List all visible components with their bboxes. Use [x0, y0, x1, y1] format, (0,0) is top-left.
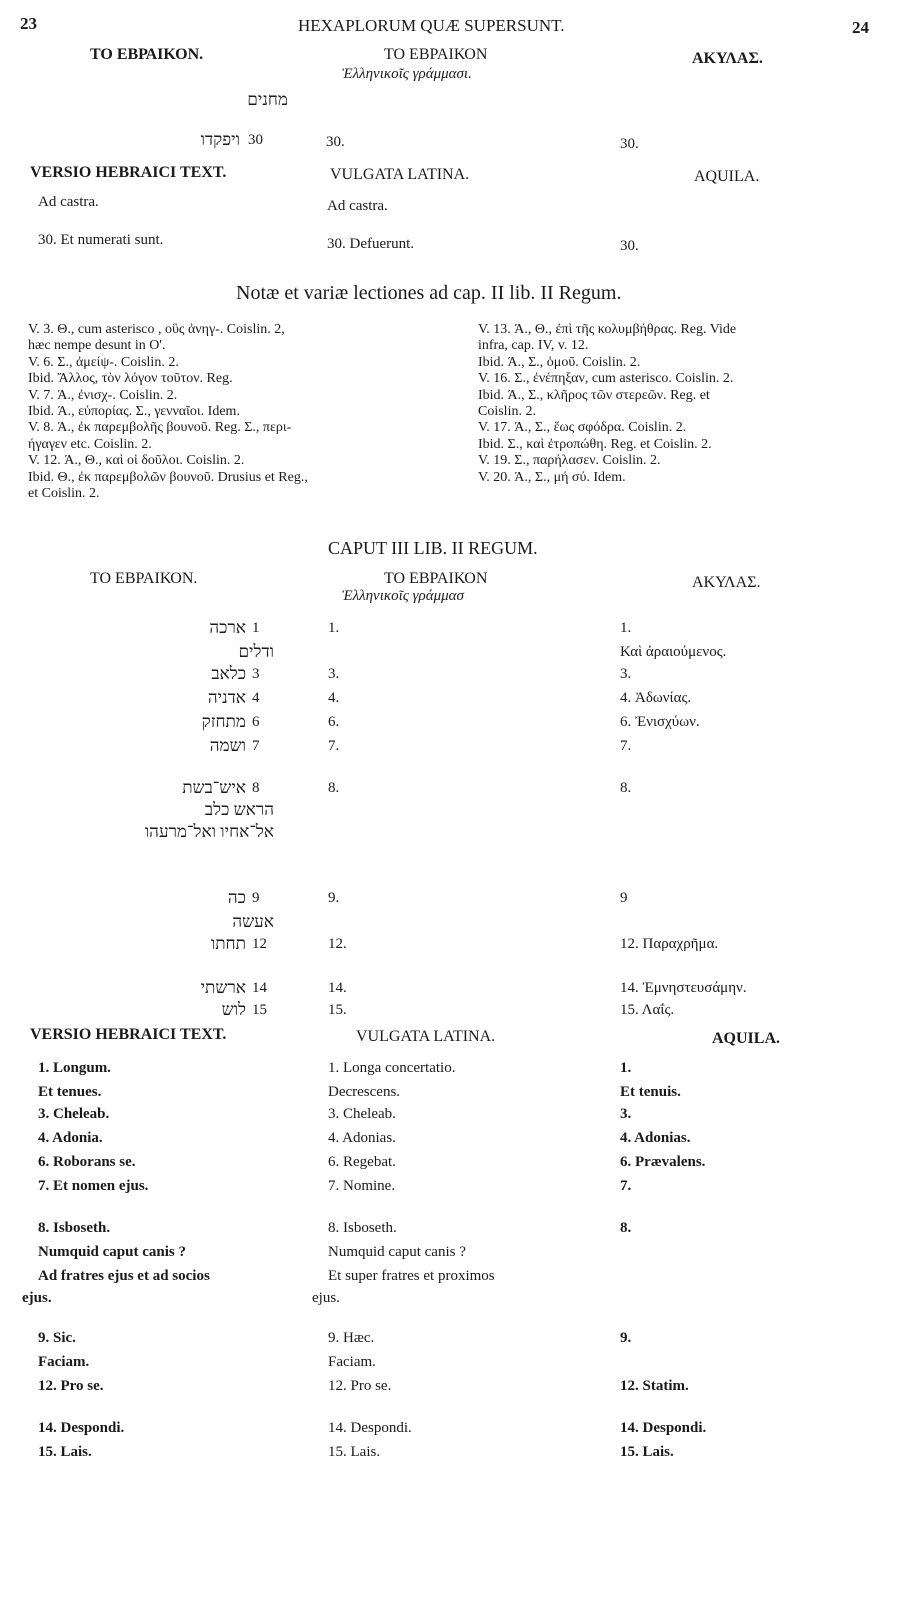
col-header-aquila-latin: AQUILA. — [694, 168, 760, 185]
note-line: V. 16. Σ., ἐνέπηξαν, cum asterisco. Coislin. 2. — [478, 371, 734, 387]
note-line: ήγαγεν etc. Coislin. 2. — [28, 436, 152, 452]
translit-entry: 12. — [328, 936, 347, 952]
col-header-aquila: ΑΚΥΛΑΣ. — [692, 574, 761, 591]
note-line: Coislin. 2. — [478, 404, 536, 420]
col-header-aquila-latin: AQUILA. — [712, 1030, 781, 1047]
vulgata-entry: 14. Despondi. — [328, 1420, 412, 1436]
note-line: V. 6. Σ., ἀμείψ-. Coislin. 2. — [28, 354, 179, 370]
note-line: hæc nempe desunt in O'. — [28, 338, 166, 354]
note-line: Ibid. Ἄλλος, τὸν λόγον τοῦτον. Reg. — [28, 371, 233, 387]
col-header-translit: ΤΟ ΕΒΡΑΙΚΟΝ — [384, 570, 488, 587]
note-line: infra, cap. IV, v. 12. — [478, 338, 589, 354]
hebrew-word: הראש כלב — [204, 800, 274, 819]
aquila-entry: 6. Ἐνισχύων. — [620, 714, 700, 730]
note-line: V. 19. Σ., παρήλασεν. Coislin. 2. — [478, 453, 661, 469]
vulgata-entry: 4. Adonias. — [328, 1130, 396, 1146]
aquila-entry: 4. Ἀδωνίας. — [620, 690, 692, 706]
aquila-entry: 3. — [620, 666, 632, 682]
vulgata-entry: ejus. — [312, 1290, 340, 1306]
versio-entry: Ad fratres ejus et ad socios — [38, 1268, 210, 1284]
notes-right-column — [478, 322, 893, 486]
note-line: et Coislin. 2. — [28, 486, 100, 502]
note-line: Ibid. Ά., Σ., ὁμοῦ. Coislin. 2. — [478, 354, 641, 370]
notes-title: Notæ et variæ lectiones ad cap. II lib. II Regum. — [236, 282, 622, 304]
hebrew-word: אדניה — [207, 688, 246, 707]
aquila-latin-entry: 14. Despondi. — [620, 1420, 707, 1436]
note-line: V. 3. Θ., cum asterisco , οὓς ἀνηγ-. Coislin. 2, — [28, 322, 285, 337]
hebrew-word: אעשה — [232, 912, 274, 931]
verse-number: 15 — [252, 1002, 267, 1018]
hebrew-word: ודלים — [238, 642, 274, 661]
vulgata-entry: Et super fratres et proximos — [328, 1268, 495, 1284]
hebrew-word: מתחזק — [201, 712, 246, 731]
note-line: Ibid. Ά., Σ., κλῆρος τῶν στερεῶν. Reg. et — [478, 387, 710, 403]
vulgata-entry: Numquid caput canis ? — [328, 1244, 466, 1260]
chapter-title: CAPUT III LIB. II REGUM. — [328, 538, 538, 558]
hebrew-word: לוש — [221, 1000, 246, 1019]
note-line: V. 13. Ά., Θ., ἐπὶ τῆς κολυμβήθρας. Reg. Vide — [478, 322, 737, 337]
note-line: V. 7. Ά., ἐνισχ-. Coislin. 2. — [28, 387, 178, 403]
versio-entry: 12. Pro se. — [38, 1378, 104, 1394]
hebrew-word: ויפקדו — [200, 130, 240, 149]
vulgata-entry: 12. Pro se. — [328, 1378, 392, 1394]
col-header-versio: VERSIO HEBRAICI TEXT. — [30, 1026, 227, 1043]
note-line: V. 20. Ά., Σ., μή σύ. Idem. — [478, 469, 626, 485]
vulgata-entry: Decrescens. — [328, 1084, 401, 1100]
aquila-entry: 12. Παραχρῆμα. — [620, 936, 719, 952]
vulgata-entry: 1. Longa concertatio. — [328, 1060, 456, 1076]
aquila-latin-entry: 6. Prævalens. — [620, 1154, 706, 1170]
versio-entry: 8. Isboseth. — [38, 1220, 111, 1236]
hebrew-word: מחנים — [247, 90, 288, 109]
translit-entry: 3. — [328, 666, 340, 682]
aquila-entry: 8. — [620, 780, 632, 796]
latin-text: Ad castra. — [327, 198, 388, 214]
col-header-translit: ΤΟ ΕΒΡΑΙΚΟΝ — [384, 46, 488, 63]
col-header-aquila: ΑΚΥΛΑΣ. — [692, 50, 763, 67]
verse-number: 30. — [620, 136, 639, 152]
col-header-hebrew: ΤΟ ΕΒΡΑΙΚΟΝ. — [90, 570, 198, 587]
running-title: HEXAPLORUM QUÆ SUPERSUNT. — [298, 16, 565, 35]
col-header-versio: VERSIO HEBRAICI TEXT. — [30, 164, 227, 181]
vulgata-entry: Faciam. — [328, 1354, 376, 1370]
hebrew-word: כלאב — [211, 664, 246, 683]
verse-number: 14 — [252, 980, 267, 996]
col-header-vulgata: VULGATA LATINA. — [330, 166, 470, 183]
page-number-right: 24 — [852, 18, 869, 37]
note-line: V. 12. Ά., Θ., καὶ οἱ δοῦλοι. Coislin. 2. — [28, 453, 245, 469]
versio-entry: 4. Adonia. — [38, 1130, 103, 1146]
versio-entry: 14. Despondi. — [38, 1420, 125, 1436]
notes-left-column — [28, 322, 448, 502]
vulgata-entry: 6. Regebat. — [328, 1154, 396, 1170]
latin-text: 30. Et numerati sunt. — [38, 232, 164, 248]
vulgata-entry: 15. Lais. — [328, 1444, 381, 1460]
versio-entry: ejus. — [22, 1290, 52, 1306]
translit-entry: 4. — [328, 690, 340, 706]
versio-entry: 15. Lais. — [38, 1444, 92, 1460]
note-line: V. 17. Ά., Σ., ἕως σφόδρα. Coislin. 2. — [478, 420, 687, 436]
verse-number: 8 — [252, 780, 260, 796]
versio-entry: Faciam. — [38, 1354, 90, 1370]
aquila-entry: 14. Ἐμνηστευσάμην. — [620, 980, 747, 996]
vulgata-entry: 3. Cheleab. — [328, 1106, 396, 1122]
aquila-latin-entry: 15. Lais. — [620, 1444, 674, 1460]
aquila-entry: Καὶ ἀραιούμενος. — [620, 644, 727, 660]
verse-number: 12 — [252, 936, 267, 952]
hebrew-word: אל־אחיו ואל־מרעהו — [144, 822, 274, 841]
vulgata-entry: 9. Hæc. — [328, 1330, 375, 1346]
col-header-vulgata: VULGATA LATINA. — [356, 1028, 496, 1045]
verse-number: 4 — [252, 690, 260, 706]
aquila-latin-entry: 9. — [620, 1330, 632, 1346]
verse-number: 30 — [248, 132, 263, 148]
aquila-latin-entry: 12. Statim. — [620, 1378, 689, 1394]
hebrew-word: ארשתי — [200, 978, 246, 997]
translit-entry: 7. — [328, 738, 340, 754]
aquila-latin-entry: 1. — [620, 1060, 632, 1076]
translit-entry: 14. — [328, 980, 347, 996]
col-header-translit-sub: Ἑλληνικοῖς γράμμασ — [342, 588, 464, 604]
versio-entry: 3. Cheleab. — [38, 1106, 110, 1122]
hebrew-word: איש־בשת — [182, 778, 246, 797]
latin-text: Ad castra. — [38, 194, 99, 210]
verse-number: 9 — [252, 890, 260, 906]
page-number-left: 23 — [20, 14, 37, 33]
col-header-translit-sub: Ἑλληνικοῖς γράμμασι. — [342, 66, 472, 82]
col-header-hebrew: ΤΟ ΕΒΡΑΙΚΟΝ. — [90, 46, 204, 63]
hebrew-word: תחתו — [210, 934, 246, 953]
aquila-entry: 7. — [620, 738, 632, 754]
verse-number: 3 — [252, 666, 260, 682]
versio-entry: Numquid caput canis ? — [38, 1244, 186, 1260]
versio-entry: 1. Longum. — [38, 1060, 111, 1076]
translit-entry: 9. — [328, 890, 340, 906]
aquila-latin-entry: 7. — [620, 1178, 632, 1194]
aquila-latin-entry: Et tenuis. — [620, 1084, 681, 1100]
translit-entry: 1. — [328, 620, 340, 636]
verse-number: 7 — [252, 738, 260, 754]
verse-number: 30. — [326, 134, 345, 150]
hebrew-word: כה — [227, 888, 246, 907]
latin-text: 30. Defuerunt. — [327, 236, 415, 252]
aquila-entry: 1. — [620, 620, 632, 636]
aquila-entry: 9 — [620, 890, 628, 906]
versio-entry: 6. Roborans se. — [38, 1154, 136, 1170]
vulgata-entry: 7. Nomine. — [328, 1178, 396, 1194]
latin-text: 30. — [620, 238, 639, 254]
verse-number: 1 — [252, 620, 260, 636]
hebrew-word: ושמה — [209, 736, 246, 755]
versio-entry: 9. Sic. — [38, 1330, 76, 1346]
versio-entry: Et tenues. — [38, 1084, 102, 1100]
note-line: V. 8. Ά., ἐκ παρεμβολῆς βουνοῦ. Reg. Σ., περι- — [28, 420, 292, 436]
vulgata-entry: 8. Isboseth. — [328, 1220, 397, 1236]
note-line: Ibid. Ά., εὐπορίας. Σ., γενναῖοι. Idem. — [28, 404, 240, 420]
verse-number: 6 — [252, 714, 260, 730]
note-line: Ibid. Θ., ἐκ παρεμβολῶν βουνοῦ. Drusius et Reg., — [28, 469, 308, 485]
aquila-latin-entry: 8. — [620, 1220, 632, 1236]
aquila-latin-entry: 4. Adonias. — [620, 1130, 691, 1146]
hebrew-word: ארכה — [209, 618, 246, 637]
translit-entry: 8. — [328, 780, 340, 796]
translit-entry: 6. — [328, 714, 340, 730]
aquila-entry: 15. Λαΐς. — [620, 1002, 675, 1018]
versio-entry: 7. Et nomen ejus. — [38, 1178, 149, 1194]
translit-entry: 15. — [328, 1002, 347, 1018]
note-line: Ibid. Σ., καὶ ἐτροπώθη. Reg. et Coislin. 2. — [478, 436, 712, 452]
aquila-latin-entry: 3. — [620, 1106, 632, 1122]
